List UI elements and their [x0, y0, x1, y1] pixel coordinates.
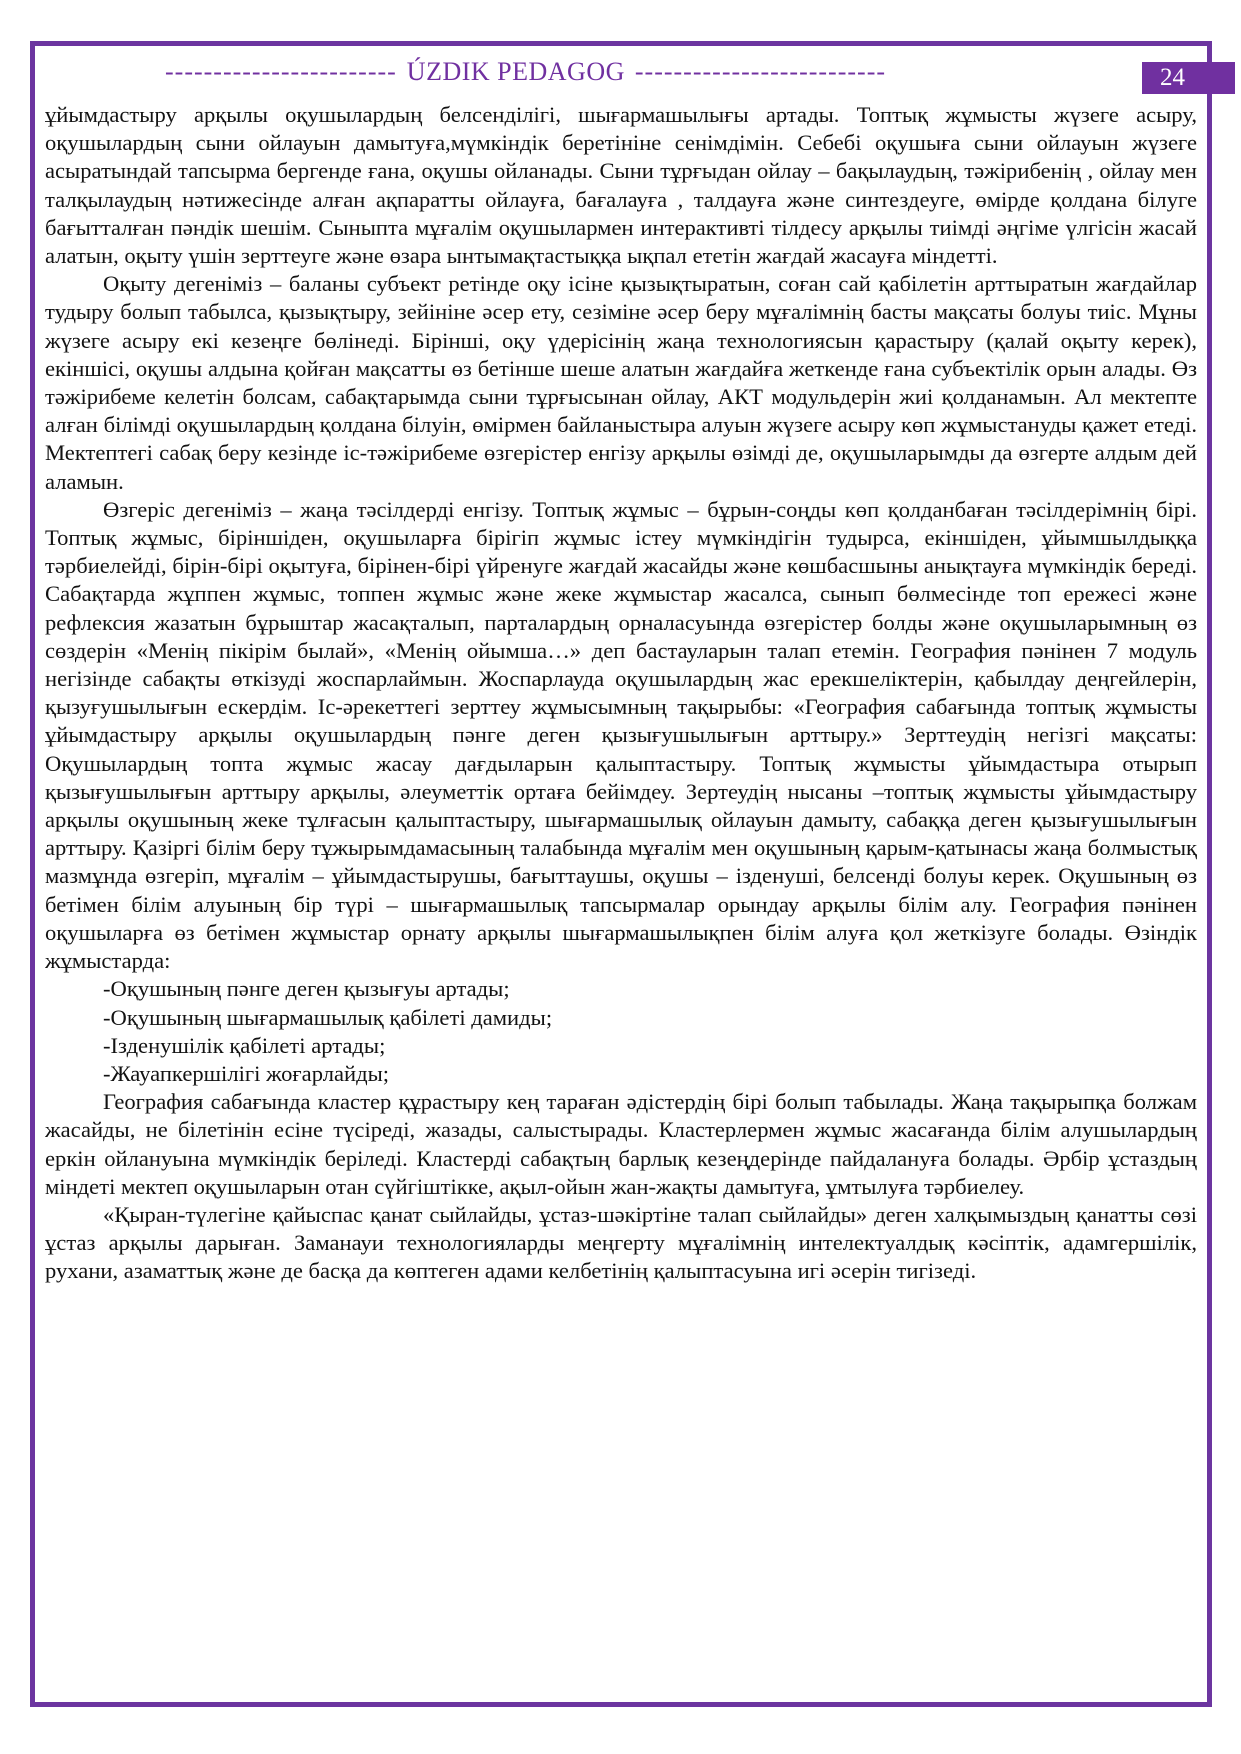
page-number-badge	[1142, 62, 1235, 94]
journal-title: ÚZDIK PEDAGOG	[406, 57, 625, 86]
header-dashes-right: --------------------------	[634, 57, 887, 86]
paragraph: Оқыту дегеніміз – баланы субъект ретінде оқу ісіне қызықтыратын, соған сай қабілетін арттыратын жағдайлар тудыру болып табылса, қызықтыру, зейініне әсер ету, сезіміне әсер беру мұғалімнің басты мақсаты болуы тиіс. Мұны жүзеге асыру екі кезеңге бөлінеді. Бірінші, оқу үдерісінің жаңа технологиясын қарастыру (қалай оқыту керек), екіншісі, оқушы алдына қойған мақсатты өз бетінше шеше алатын жағдайға жеткенде ғана субъектілік орын алады. Өз тәжірибеме келетін болсам, сабақтарымда сыни тұрғысынан ойлау, АКТ модульдерін жиі қолданамын. Ал мектепте алған білімді оқушылардың қолдана білуін, өмірмен байланыстыра алуын жүзеге асыру көп жұмыстануды қажет етеді. Мектептегі сабақ беру кезінде іс-тәжірибеме өзгерістер енгізу арқылы өзімді де, оқушыларымды да өзгерте алдым дей аламын.	[45, 271, 1197, 494]
list-item: -Оқушының шығармашылық қабілеті дамиды;	[103, 1004, 553, 1030]
page-number: 24	[1160, 64, 1185, 91]
paragraph: География сабағында кластер құрастыру кең тараған әдістердің бірі болып табылады. Жаңа тақырыпқа болжам жасайды, не білетінін есіне түсіреді, жазады, салыстырады. Кластерлермен жұмыс жасағанда білім алушылардың еркін ойлануына мүмкіндік беріледі. Кластерді сабақтың барлық кезеңдерінде пайдалануға болады. Әрбір ұстаздың міндеті мектеп оқушыларын отан сүйгіштікке, ақыл-ойын жан-жақты дамытуға, ұмтылуға тәрбиелеу.	[45, 1089, 1197, 1199]
journal-header	[165, 57, 887, 87]
list-item: -Ізденушілік қабілеті артады;	[103, 1032, 386, 1058]
paragraph: Өзгеріс дегеніміз – жаңа тәсілдерді енгізу. Топтық жұмыс – бұрын-соңды көп қолданбаған тәсілдерімнің бірі. Топтық жұмыс, біріншіден, оқушыларға бірігіп жұмыс істеу мүмкіндігін тудырса, екіншіден, ұйымшылдыққа тәрбиелейді, бірін-бірі оқытуға, бірінен-бірі үйренуге жағдай жасайды және көшбасшыны анықтауға мүмкіндік береді. Сабақтарда жұппен жұмыс, топпен жұмыс және жеке жұмыстар жасалса, сынып бөлмесінде топ ережесі және рефлексия жазатын бұрыштар жасақталып, парталардың орналасуында өзгерістер болды және оқушыларымның өз сөздерін «Менің пікірім былай», «Менің ойымша…» деп бастауларын талап етемін. География пәнінен 7 модуль негізінде сабақты өткізуді жоспарлаймын. Жоспарлауда оқушылардың жас ерекшеліктерін, қабылдау деңгейлерін, қызуғушылығын ескердім. Іс-әрекеттегі зерттеу жұмысымның тақырыбы: «География сабағында топтық жұмысты ұйымдастыру арқылы оқушылардың пәнге деген қызығушылығын арттыру.» Зерттеудің негізгі мақсаты: Оқушылардың топта жұмыс жасау дағдыларын қалыптастыру. Топтық жұмысты ұйымдастыра отырып қызығушылығын арттыру арқылы, әлеуметтік ортаға бейімдеу. Зертеудің нысаны –топтық жұмысты ұйымдастыру арқылы оқушының жеке тұлғасын қалыптастыру, шығармашылық ойлауын дамыту, сабаққа деген қызығушылығын арттыру. Қазіргі білім беру тұжырымдамасының талабында мұғалім мен оқушының қарым-қатынасы жаңа болмыстық мазмұнда өзгеріп, мұғалім – ұйымдастырушы, бағыттаушы, оқушы – ізденуші, белсенді болуы керек. Оқушының өз бетімен білім алуының бір түрі – шығармашылық тапсырмалар орындау арқылы білім алу. География пәнінен оқушыларға өз бетімен жұмыстар орнату арқылы шығармашылықпен білім алуға қол жеткізуге болады. Өзіндік жұмыстарда:	[45, 496, 1197, 974]
paragraph: ұйымдастыру арқылы оқушылардың белсенділігі, шығармашылығы артады. Топтық жұмысты жүзеге асыру, оқушылардың сыни ойлауын дамытуға,мүмкіндік беретініне сенімдімін. Себебі оқушыға сыни ойлауын жүзеге асыратындай тапсырма бергенде ғана, оқушы ойланады. Сыни тұрғыдан ойлау – бақылаудың, тәжірибенің , ойлау мен талқылаудың нәтижесінде алған ақпаратты ойлауға, бағалауға , талдауға және синтездеуге, өмірде қолдана білуге бағытталған пәндік шешім. Сыныпта мұғалім оқушылармен интерактивті тілдесу арқылы тиімді әңгіме үлгісін жасай алатын, оқыту үшін зерттеуге және өзара ынтымақтастыққа ықпал ететін жағдай жасауға міндетті.	[45, 102, 1197, 269]
article-body	[45, 101, 1197, 1692]
header-dashes-left: ------------------------	[165, 57, 397, 86]
paragraph: «Қыран-түлегіне қайыспас қанат сыйлайды, ұстаз-шәкіртіне талап сыйлайды» деген халқымыздың қанатты сөзі ұстаз арқылы дарыған. Заманауи технологияларды меңгерту мұғалімнің интелектуалдық кәсіптік, адамгершілік, рухани, азаматтық және де басқа да көптеген адами келбетінің қалыптасуына игі әсерін тигізеді.	[45, 1201, 1197, 1284]
list-item: -Жауапкершілігі жоғарлайды;	[103, 1060, 390, 1086]
page-border-frame	[30, 41, 1212, 1707]
list-item: -Оқушының пәнге деген қызығуы артады;	[103, 976, 510, 1002]
